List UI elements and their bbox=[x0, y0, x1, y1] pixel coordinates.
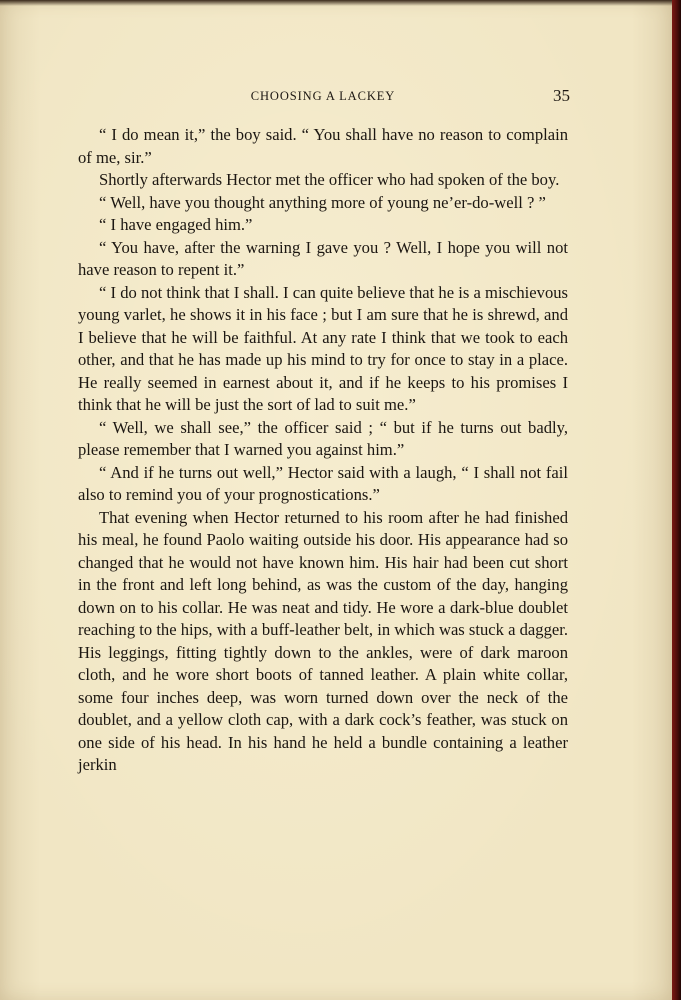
paragraph: “ And if he turns out well,” Hector said with a laugh, “ I shall not fail also to remind you of your prognostications.” bbox=[78, 462, 568, 504]
paragraph: That evening when Hector returned to his room after he had finished his meal, he found Paolo waiting outside his door. His appearance had so changed that he would not have known him. His hair had been cut short in the front and left long behind, as was the custom of the day, hanging down on to his collar. He was neat and tidy. He wore a dark-blue doublet reaching to the hips, with a buff-leather belt, in which was stuck a dagger. His leggings, fitting tightly down to the ankles, were of dark maroon cloth, and he wore short boots of tanned leather. A plain white collar, some four inches deep, was worn turned down over the neck of the doublet, and a yellow cloth cap, with a dark cock’s feather, was stuck on one side of his head. In his hand he held a bundle containing a leather jerkin bbox=[78, 507, 568, 774]
paragraph: Shortly afterwards Hector met the officer who had spoken of the boy. bbox=[99, 170, 560, 189]
page-header bbox=[76, 86, 570, 110]
running-head: CHOOSING A LACKEY bbox=[250, 89, 396, 103]
page-number: 35 bbox=[553, 86, 570, 105]
book-cover-edge bbox=[672, 0, 681, 1000]
paragraph: “ You have, after the warning I gave you ? Well, I hope you will not have reason to repent it.” bbox=[78, 237, 568, 279]
paragraph: “ I do not think that I shall. I can quite believe that he is a mischievous young varlet, he shows it in his face ; but I am sure that he is shrewd, and I believe that he will be faithful. At any rate I think that we took to each other, and that he has made up his mind to try for once to stay in a place. He really seemed in earnest about it, and if he keeps to his promises I think that he will be just the sort of lad to suit me.” bbox=[78, 282, 568, 414]
paragraph: “ I do mean it,” the boy said. “ You shall have no reason to complain of me, sir.” bbox=[78, 125, 568, 167]
body-text bbox=[78, 124, 568, 777]
paragraph: “ Well, have you thought anything more of young ne’er-do-well ? ” bbox=[99, 192, 546, 212]
paragraph: “ I have engaged him.” bbox=[99, 215, 253, 234]
page-top-edge bbox=[0, 0, 672, 6]
paragraph: “ Well, we shall see,” the officer said ; “ but if he turns out badly, please remember that I warned you against him.” bbox=[78, 417, 568, 459]
